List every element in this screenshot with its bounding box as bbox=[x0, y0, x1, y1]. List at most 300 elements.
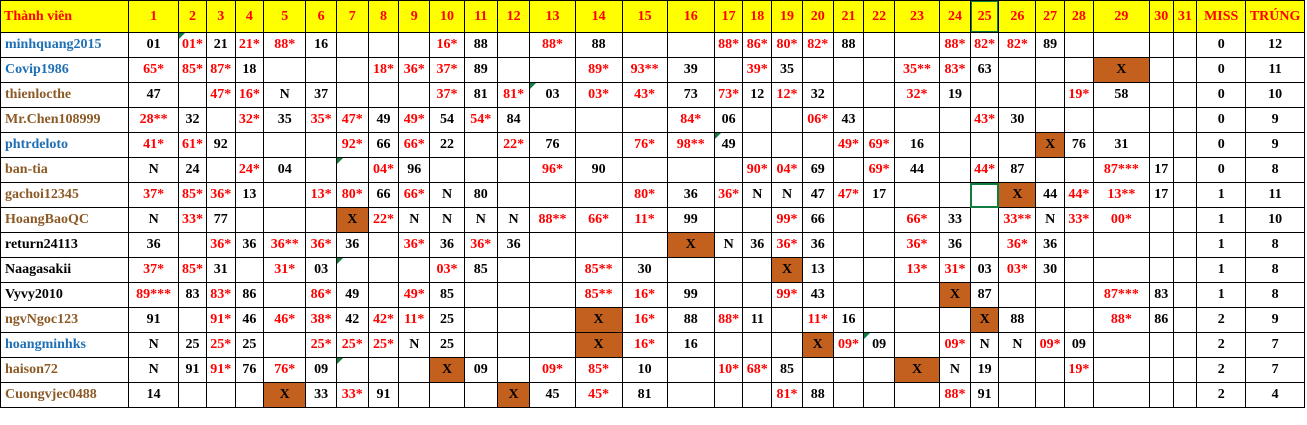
day-cell[interactable] bbox=[895, 283, 940, 308]
day-cell[interactable]: 16 bbox=[667, 333, 714, 358]
day-cell[interactable] bbox=[833, 158, 864, 183]
day-cell[interactable]: 92 bbox=[206, 133, 235, 158]
day-cell[interactable]: 41* bbox=[129, 133, 179, 158]
day-cell[interactable]: X bbox=[1036, 133, 1065, 158]
day-cell[interactable] bbox=[336, 358, 368, 383]
day-cell[interactable]: N bbox=[999, 333, 1036, 358]
day-cell[interactable]: N bbox=[129, 208, 179, 233]
day-cell[interactable]: 09* bbox=[940, 333, 971, 358]
day-cell[interactable]: 16 bbox=[306, 33, 337, 58]
day-header-3[interactable]: 3 bbox=[206, 1, 235, 33]
day-cell[interactable] bbox=[714, 283, 743, 308]
day-cell[interactable] bbox=[1173, 208, 1197, 233]
miss-count[interactable]: 0 bbox=[1197, 83, 1246, 108]
day-cell[interactable]: X bbox=[430, 358, 465, 383]
day-cell[interactable] bbox=[1036, 358, 1065, 383]
day-cell[interactable] bbox=[497, 158, 530, 183]
day-cell[interactable]: 25* bbox=[206, 333, 235, 358]
day-header-2[interactable]: 2 bbox=[179, 1, 207, 33]
day-cell[interactable]: 65* bbox=[129, 58, 179, 83]
day-cell[interactable]: 25 bbox=[430, 308, 465, 333]
day-cell[interactable] bbox=[306, 58, 337, 83]
day-cell[interactable]: 82* bbox=[802, 33, 833, 58]
day-cell[interactable]: 91 bbox=[179, 358, 207, 383]
day-cell[interactable] bbox=[306, 208, 337, 233]
day-cell[interactable]: 44* bbox=[970, 158, 999, 183]
day-header-7[interactable]: 7 bbox=[336, 1, 368, 33]
day-cell[interactable]: 93** bbox=[622, 58, 667, 83]
day-cell[interactable] bbox=[622, 233, 667, 258]
day-cell[interactable] bbox=[833, 83, 864, 108]
day-cell[interactable]: 84* bbox=[667, 108, 714, 133]
day-cell[interactable]: 25 bbox=[430, 333, 465, 358]
day-cell[interactable]: 36* bbox=[399, 58, 430, 83]
day-cell[interactable]: 98** bbox=[667, 133, 714, 158]
day-cell[interactable]: 36 bbox=[667, 183, 714, 208]
day-cell[interactable]: N bbox=[743, 183, 772, 208]
day-cell[interactable] bbox=[336, 58, 368, 83]
day-cell[interactable] bbox=[895, 33, 940, 58]
day-cell[interactable]: 77 bbox=[206, 208, 235, 233]
day-cell[interactable]: 88* bbox=[714, 33, 743, 58]
member-name[interactable]: thienlocthe bbox=[1, 83, 129, 108]
day-cell[interactable] bbox=[999, 58, 1036, 83]
day-cell[interactable]: 61* bbox=[179, 133, 207, 158]
day-cell[interactable]: 35* bbox=[306, 108, 337, 133]
day-cell[interactable]: 11* bbox=[622, 208, 667, 233]
trung-count[interactable]: 12 bbox=[1246, 33, 1305, 58]
day-cell[interactable] bbox=[464, 158, 497, 183]
day-cell[interactable]: 91* bbox=[206, 358, 235, 383]
day-cell[interactable]: 30 bbox=[1036, 258, 1065, 283]
day-cell[interactable]: 31 bbox=[206, 258, 235, 283]
day-cell[interactable]: 49* bbox=[399, 108, 430, 133]
day-cell[interactable]: 25* bbox=[336, 333, 368, 358]
day-cell[interactable]: 09* bbox=[833, 333, 864, 358]
day-cell[interactable] bbox=[1150, 358, 1174, 383]
day-cell[interactable] bbox=[1173, 58, 1197, 83]
day-header-10[interactable]: 10 bbox=[430, 1, 465, 33]
day-cell[interactable]: 49 bbox=[714, 133, 743, 158]
day-header-16[interactable]: 16 bbox=[667, 1, 714, 33]
trung-count[interactable]: 8 bbox=[1246, 258, 1305, 283]
day-cell[interactable] bbox=[264, 183, 306, 208]
day-cell[interactable]: 96* bbox=[530, 158, 575, 183]
day-cell[interactable]: 88 bbox=[575, 33, 622, 58]
day-cell[interactable]: 36* bbox=[399, 233, 430, 258]
day-cell[interactable]: 73* bbox=[714, 83, 743, 108]
day-cell[interactable]: 01* bbox=[179, 33, 207, 58]
day-cell[interactable] bbox=[368, 283, 399, 308]
day-cell[interactable]: 16* bbox=[622, 333, 667, 358]
day-cell[interactable]: 73 bbox=[667, 83, 714, 108]
day-cell[interactable]: 54* bbox=[464, 108, 497, 133]
day-cell[interactable]: 03* bbox=[999, 258, 1036, 283]
miss-count[interactable]: 1 bbox=[1197, 233, 1246, 258]
day-cell[interactable]: 36 bbox=[235, 233, 264, 258]
day-cell[interactable] bbox=[940, 133, 971, 158]
day-cell[interactable]: 66* bbox=[575, 208, 622, 233]
day-cell[interactable]: 25 bbox=[179, 333, 207, 358]
day-cell[interactable]: 88* bbox=[940, 383, 971, 408]
day-cell[interactable] bbox=[970, 233, 999, 258]
day-cell[interactable]: 13* bbox=[895, 258, 940, 283]
day-cell[interactable] bbox=[667, 383, 714, 408]
day-cell[interactable]: 13 bbox=[235, 183, 264, 208]
day-cell[interactable] bbox=[772, 308, 803, 333]
day-cell[interactable]: N bbox=[399, 333, 430, 358]
day-cell[interactable]: 76 bbox=[530, 133, 575, 158]
day-cell[interactable] bbox=[1065, 308, 1094, 333]
day-cell[interactable] bbox=[833, 283, 864, 308]
day-cell[interactable] bbox=[667, 258, 714, 283]
day-cell[interactable]: 86* bbox=[743, 33, 772, 58]
day-cell[interactable]: X bbox=[667, 233, 714, 258]
day-cell[interactable] bbox=[895, 183, 940, 208]
day-cell[interactable]: 54 bbox=[430, 108, 465, 133]
day-cell[interactable] bbox=[1173, 108, 1197, 133]
day-cell[interactable]: X bbox=[336, 208, 368, 233]
day-cell[interactable] bbox=[1150, 383, 1174, 408]
trung-count[interactable]: 8 bbox=[1246, 158, 1305, 183]
day-cell[interactable]: 88* bbox=[530, 33, 575, 58]
day-cell[interactable]: 89 bbox=[464, 58, 497, 83]
member-name[interactable]: haison72 bbox=[1, 358, 129, 383]
day-cell[interactable] bbox=[1173, 33, 1197, 58]
day-header-14[interactable]: 14 bbox=[575, 1, 622, 33]
day-cell[interactable] bbox=[743, 283, 772, 308]
day-cell[interactable] bbox=[336, 83, 368, 108]
day-cell[interactable] bbox=[1173, 133, 1197, 158]
day-cell[interactable]: 31* bbox=[940, 258, 971, 283]
day-cell[interactable]: 33* bbox=[179, 208, 207, 233]
day-cell[interactable]: 12* bbox=[772, 83, 803, 108]
day-cell[interactable]: 87* bbox=[206, 58, 235, 83]
day-header-23[interactable]: 23 bbox=[895, 1, 940, 33]
day-cell[interactable] bbox=[743, 333, 772, 358]
day-cell[interactable]: 32 bbox=[802, 83, 833, 108]
day-cell[interactable] bbox=[864, 358, 895, 383]
day-header-15[interactable]: 15 bbox=[622, 1, 667, 33]
day-cell[interactable]: N bbox=[399, 208, 430, 233]
day-cell[interactable] bbox=[575, 133, 622, 158]
day-cell[interactable]: 49* bbox=[399, 283, 430, 308]
day-cell[interactable] bbox=[206, 383, 235, 408]
day-cell[interactable]: 11 bbox=[743, 308, 772, 333]
member-name[interactable]: Cuongvjec0488 bbox=[1, 383, 129, 408]
day-cell[interactable]: 83* bbox=[206, 283, 235, 308]
day-cell[interactable] bbox=[833, 208, 864, 233]
day-cell[interactable]: 36 bbox=[336, 233, 368, 258]
day-cell[interactable] bbox=[464, 383, 497, 408]
day-cell[interactable]: 66 bbox=[802, 208, 833, 233]
trung-count[interactable]: 11 bbox=[1246, 183, 1305, 208]
day-cell[interactable] bbox=[743, 208, 772, 233]
day-cell[interactable] bbox=[206, 158, 235, 183]
day-cell[interactable]: 36 bbox=[743, 233, 772, 258]
day-cell[interactable] bbox=[970, 183, 999, 208]
day-cell[interactable] bbox=[1036, 308, 1065, 333]
day-cell[interactable]: 66* bbox=[399, 183, 430, 208]
day-cell[interactable] bbox=[1173, 158, 1197, 183]
day-cell[interactable]: 13* bbox=[306, 183, 337, 208]
day-cell[interactable] bbox=[336, 158, 368, 183]
day-cell[interactable] bbox=[714, 208, 743, 233]
day-cell[interactable]: 25* bbox=[368, 333, 399, 358]
day-cell[interactable]: 10 bbox=[622, 358, 667, 383]
day-cell[interactable] bbox=[743, 108, 772, 133]
day-cell[interactable]: 04 bbox=[264, 158, 306, 183]
day-cell[interactable]: N bbox=[264, 83, 306, 108]
day-cell[interactable] bbox=[1150, 258, 1174, 283]
day-cell[interactable] bbox=[1093, 33, 1149, 58]
day-cell[interactable]: 13 bbox=[802, 258, 833, 283]
trung-count[interactable]: 7 bbox=[1246, 333, 1305, 358]
day-cell[interactable]: 35 bbox=[772, 58, 803, 83]
day-cell[interactable]: 33 bbox=[306, 383, 337, 408]
day-cell[interactable]: 85* bbox=[179, 183, 207, 208]
day-cell[interactable]: X bbox=[264, 383, 306, 408]
day-cell[interactable] bbox=[940, 158, 971, 183]
day-cell[interactable]: 99* bbox=[772, 208, 803, 233]
day-cell[interactable] bbox=[336, 33, 368, 58]
day-cell[interactable] bbox=[530, 333, 575, 358]
day-cell[interactable] bbox=[399, 33, 430, 58]
day-cell[interactable]: 49* bbox=[833, 133, 864, 158]
day-cell[interactable] bbox=[575, 183, 622, 208]
day-cell[interactable] bbox=[530, 58, 575, 83]
day-cell[interactable] bbox=[714, 333, 743, 358]
day-cell[interactable] bbox=[714, 258, 743, 283]
day-cell[interactable]: 87 bbox=[970, 283, 999, 308]
day-cell[interactable] bbox=[833, 383, 864, 408]
day-cell[interactable] bbox=[895, 333, 940, 358]
day-cell[interactable] bbox=[235, 208, 264, 233]
day-cell[interactable]: 87*** bbox=[1093, 283, 1149, 308]
day-cell[interactable]: 81 bbox=[622, 383, 667, 408]
day-cell[interactable]: 04* bbox=[772, 158, 803, 183]
day-cell[interactable] bbox=[1173, 183, 1197, 208]
day-header-11[interactable]: 11 bbox=[464, 1, 497, 33]
day-cell[interactable] bbox=[714, 383, 743, 408]
day-cell[interactable] bbox=[264, 283, 306, 308]
day-cell[interactable] bbox=[530, 183, 575, 208]
day-cell[interactable]: 80* bbox=[336, 183, 368, 208]
day-cell[interactable]: N bbox=[129, 358, 179, 383]
day-cell[interactable] bbox=[802, 133, 833, 158]
day-cell[interactable]: 43 bbox=[833, 108, 864, 133]
day-cell[interactable] bbox=[970, 208, 999, 233]
day-cell[interactable] bbox=[1093, 383, 1149, 408]
day-header-20[interactable]: 20 bbox=[802, 1, 833, 33]
member-name[interactable]: Mr.Chen108999 bbox=[1, 108, 129, 133]
day-cell[interactable] bbox=[430, 158, 465, 183]
miss-count[interactable]: 1 bbox=[1197, 283, 1246, 308]
day-cell[interactable]: 76* bbox=[264, 358, 306, 383]
day-cell[interactable] bbox=[235, 133, 264, 158]
miss-count[interactable]: 0 bbox=[1197, 158, 1246, 183]
day-cell[interactable]: 09 bbox=[464, 358, 497, 383]
day-cell[interactable]: 21 bbox=[206, 33, 235, 58]
day-cell[interactable] bbox=[497, 358, 530, 383]
day-cell[interactable] bbox=[864, 83, 895, 108]
day-cell[interactable] bbox=[999, 83, 1036, 108]
day-cell[interactable]: 36 bbox=[1036, 233, 1065, 258]
day-cell[interactable]: 96 bbox=[399, 158, 430, 183]
day-cell[interactable]: 17 bbox=[864, 183, 895, 208]
day-header-31[interactable]: 31 bbox=[1173, 1, 1197, 33]
day-cell[interactable]: 76 bbox=[235, 358, 264, 383]
day-cell[interactable]: 12 bbox=[743, 83, 772, 108]
day-cell[interactable]: 90 bbox=[575, 158, 622, 183]
day-cell[interactable]: 66* bbox=[399, 133, 430, 158]
day-cell[interactable] bbox=[1093, 358, 1149, 383]
day-cell[interactable] bbox=[264, 208, 306, 233]
day-cell[interactable] bbox=[1150, 33, 1174, 58]
day-cell[interactable]: 36* bbox=[714, 183, 743, 208]
day-cell[interactable]: 18 bbox=[235, 58, 264, 83]
day-cell[interactable]: 09* bbox=[1036, 333, 1065, 358]
day-cell[interactable]: 43 bbox=[802, 283, 833, 308]
day-cell[interactable]: 43* bbox=[970, 108, 999, 133]
member-name[interactable]: HoangBaoQC bbox=[1, 208, 129, 233]
day-cell[interactable]: 91* bbox=[206, 308, 235, 333]
day-cell[interactable]: 88* bbox=[1093, 308, 1149, 333]
day-cell[interactable] bbox=[264, 133, 306, 158]
day-cell[interactable]: 33* bbox=[336, 383, 368, 408]
day-cell[interactable] bbox=[802, 58, 833, 83]
day-cell[interactable] bbox=[864, 233, 895, 258]
day-cell[interactable] bbox=[833, 58, 864, 83]
day-cell[interactable]: 36 bbox=[940, 233, 971, 258]
day-cell[interactable]: 14 bbox=[129, 383, 179, 408]
day-cell[interactable]: X bbox=[802, 333, 833, 358]
day-cell[interactable]: 37* bbox=[129, 183, 179, 208]
day-cell[interactable]: 19* bbox=[1065, 83, 1094, 108]
day-cell[interactable]: 38* bbox=[306, 308, 337, 333]
day-cell[interactable] bbox=[864, 208, 895, 233]
day-cell[interactable] bbox=[622, 158, 667, 183]
day-cell[interactable]: 22* bbox=[368, 208, 399, 233]
day-cell[interactable]: 69 bbox=[802, 158, 833, 183]
day-cell[interactable]: 09 bbox=[864, 333, 895, 358]
day-cell[interactable]: N bbox=[772, 183, 803, 208]
day-cell[interactable] bbox=[1065, 58, 1094, 83]
day-cell[interactable] bbox=[1173, 233, 1197, 258]
day-cell[interactable]: X bbox=[940, 283, 971, 308]
day-cell[interactable]: 31 bbox=[1093, 133, 1149, 158]
day-cell[interactable] bbox=[1150, 333, 1174, 358]
member-name[interactable]: return24113 bbox=[1, 233, 129, 258]
day-cell[interactable] bbox=[368, 233, 399, 258]
day-cell[interactable]: 85* bbox=[179, 58, 207, 83]
day-cell[interactable]: 85 bbox=[430, 283, 465, 308]
day-cell[interactable]: 06* bbox=[802, 108, 833, 133]
day-cell[interactable]: 22 bbox=[430, 133, 465, 158]
day-cell[interactable] bbox=[368, 358, 399, 383]
day-cell[interactable]: X bbox=[575, 308, 622, 333]
day-cell[interactable] bbox=[772, 133, 803, 158]
member-name[interactable]: Vyvy2010 bbox=[1, 283, 129, 308]
day-cell[interactable]: 33** bbox=[999, 208, 1036, 233]
day-cell[interactable]: 35 bbox=[264, 108, 306, 133]
day-cell[interactable] bbox=[1150, 233, 1174, 258]
day-cell[interactable]: X bbox=[575, 333, 622, 358]
miss-count[interactable]: 1 bbox=[1197, 183, 1246, 208]
day-cell[interactable]: 47 bbox=[129, 83, 179, 108]
day-cell[interactable] bbox=[1150, 208, 1174, 233]
day-cell[interactable]: X bbox=[970, 308, 999, 333]
day-cell[interactable] bbox=[179, 233, 207, 258]
day-cell[interactable]: 36 bbox=[129, 233, 179, 258]
day-cell[interactable]: 69* bbox=[864, 158, 895, 183]
miss-header[interactable]: MISS bbox=[1197, 1, 1246, 33]
day-cell[interactable] bbox=[1065, 283, 1094, 308]
day-cell[interactable]: 44 bbox=[895, 158, 940, 183]
day-cell[interactable]: 16* bbox=[622, 308, 667, 333]
day-cell[interactable] bbox=[1036, 58, 1065, 83]
day-cell[interactable]: 87 bbox=[999, 158, 1036, 183]
day-cell[interactable] bbox=[622, 108, 667, 133]
day-cell[interactable] bbox=[1150, 133, 1174, 158]
day-cell[interactable]: 25* bbox=[306, 333, 337, 358]
day-cell[interactable]: 32 bbox=[179, 108, 207, 133]
day-header-4[interactable]: 4 bbox=[235, 1, 264, 33]
day-cell[interactable]: 44 bbox=[1036, 183, 1065, 208]
day-cell[interactable] bbox=[1036, 108, 1065, 133]
day-cell[interactable]: 37 bbox=[306, 83, 337, 108]
day-cell[interactable]: 09 bbox=[1065, 333, 1094, 358]
day-cell[interactable] bbox=[1093, 233, 1149, 258]
day-header-8[interactable]: 8 bbox=[368, 1, 399, 33]
day-cell[interactable] bbox=[464, 133, 497, 158]
day-header-13[interactable]: 13 bbox=[530, 1, 575, 33]
day-header-9[interactable]: 9 bbox=[399, 1, 430, 33]
day-cell[interactable] bbox=[1173, 358, 1197, 383]
day-cell[interactable]: 49 bbox=[336, 283, 368, 308]
day-cell[interactable]: 86 bbox=[235, 283, 264, 308]
day-cell[interactable]: 42 bbox=[336, 308, 368, 333]
day-header-26[interactable]: 26 bbox=[999, 1, 1036, 33]
day-cell[interactable] bbox=[575, 233, 622, 258]
day-cell[interactable]: 13** bbox=[1093, 183, 1149, 208]
day-cell[interactable] bbox=[895, 308, 940, 333]
day-cell[interactable]: 00* bbox=[1093, 208, 1149, 233]
day-cell[interactable] bbox=[833, 258, 864, 283]
day-cell[interactable]: 37* bbox=[430, 83, 465, 108]
day-header-29[interactable]: 29 bbox=[1093, 1, 1149, 33]
day-cell[interactable]: 36** bbox=[264, 233, 306, 258]
day-cell[interactable]: 82* bbox=[999, 33, 1036, 58]
day-cell[interactable]: 99 bbox=[667, 283, 714, 308]
day-cell[interactable]: 89* bbox=[575, 58, 622, 83]
day-cell[interactable]: 33* bbox=[1065, 208, 1094, 233]
day-cell[interactable]: 32* bbox=[895, 83, 940, 108]
day-cell[interactable] bbox=[264, 333, 306, 358]
day-cell[interactable]: N bbox=[129, 158, 179, 183]
trung-count[interactable]: 10 bbox=[1246, 83, 1305, 108]
day-cell[interactable]: 33 bbox=[940, 208, 971, 233]
day-cell[interactable] bbox=[368, 258, 399, 283]
day-cell[interactable]: 36* bbox=[206, 183, 235, 208]
day-cell[interactable] bbox=[179, 383, 207, 408]
miss-count[interactable]: 0 bbox=[1197, 58, 1246, 83]
day-header-12[interactable]: 12 bbox=[497, 1, 530, 33]
day-cell[interactable]: 69* bbox=[864, 133, 895, 158]
day-cell[interactable]: 37* bbox=[129, 258, 179, 283]
day-cell[interactable]: 16 bbox=[895, 133, 940, 158]
miss-count[interactable]: 0 bbox=[1197, 33, 1246, 58]
